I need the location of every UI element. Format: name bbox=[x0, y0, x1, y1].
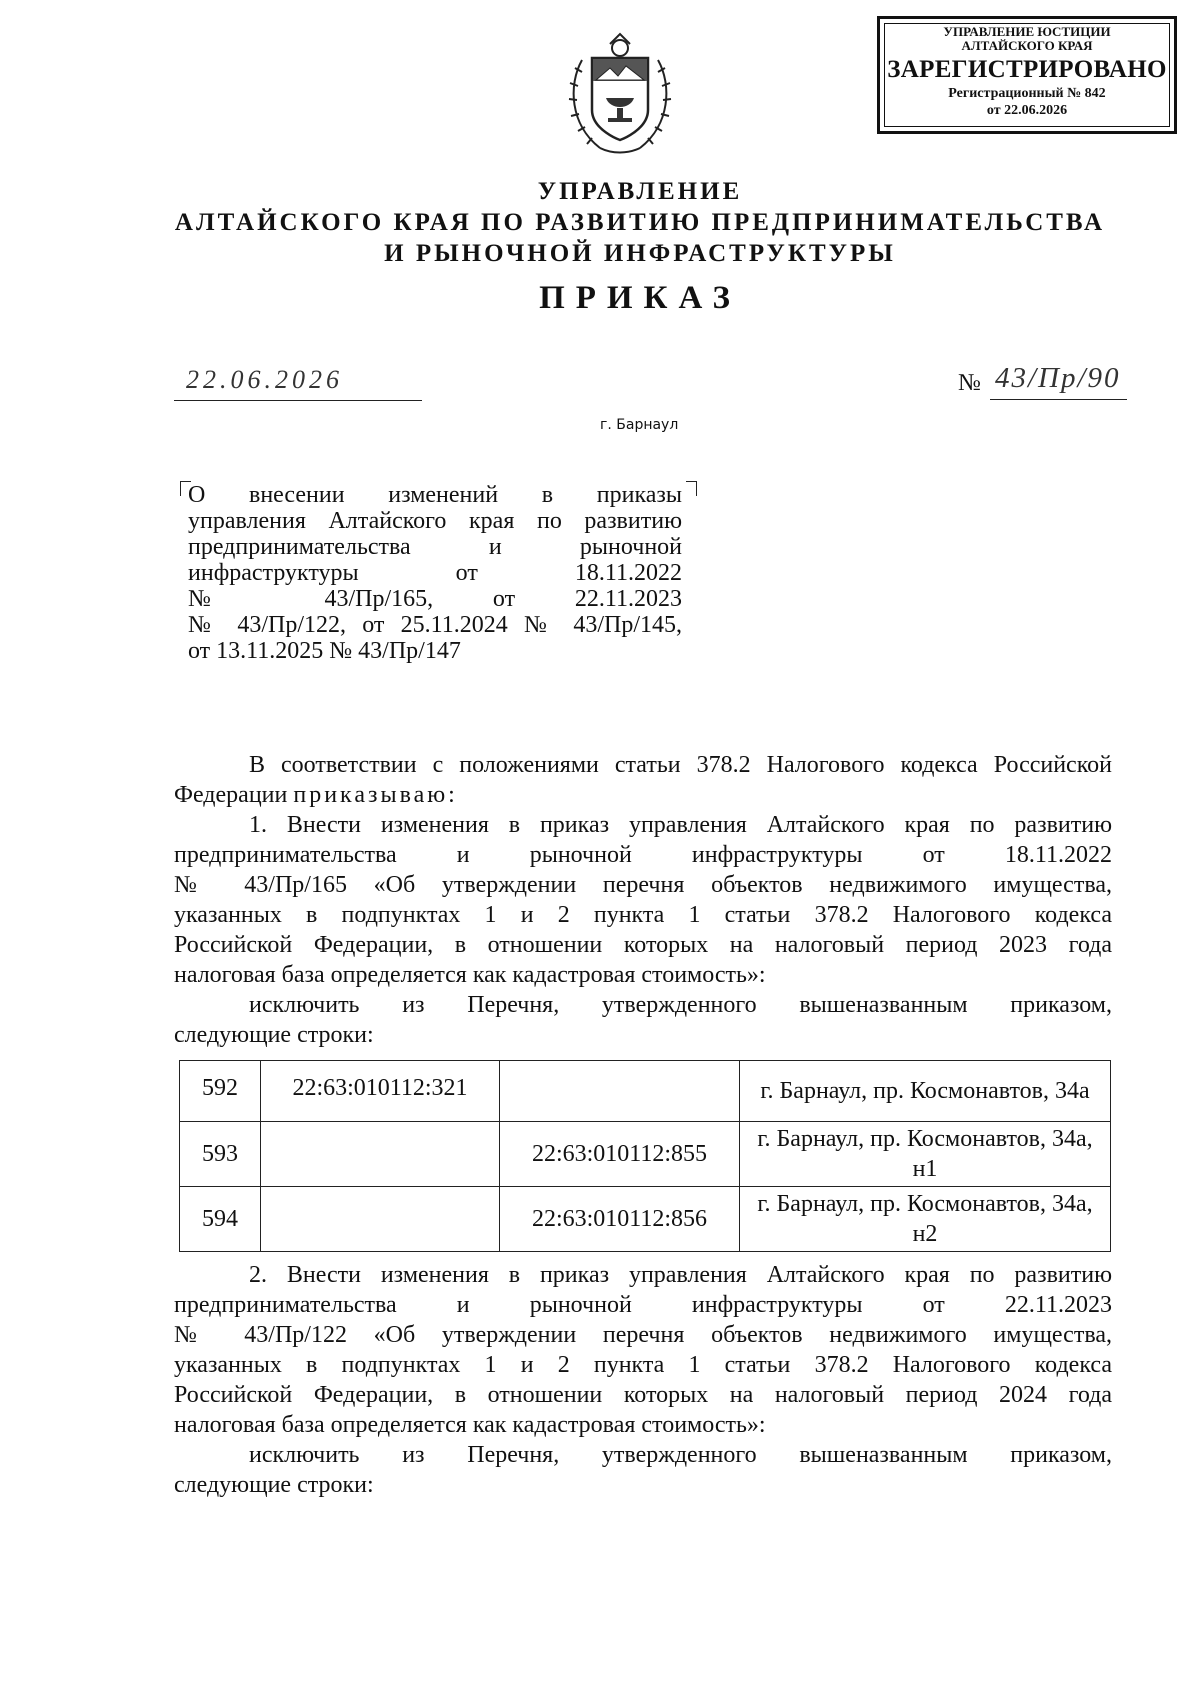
subject-line: № 43/Пр/122, от 25.11.2024 № 43/Пр/145, bbox=[188, 612, 682, 638]
item1-line: указанных в подпунктах 1 и 2 пункта 1 статьи 378.2 Налогового кодекса bbox=[174, 902, 1112, 928]
subject-line: управления Алтайского края по развитию bbox=[188, 508, 682, 534]
stamp-org-line2: АЛТАЙСКОГО КРАЯ bbox=[961, 38, 1093, 53]
subject-line: от 13.11.2025 № 43/Пр/147 bbox=[188, 638, 461, 664]
body-intro-line: В соответствии с положениями статьи 378.2 Налогового кодекса Российской bbox=[249, 752, 1112, 778]
org-heading-line3: И РЫНОЧНОЙ ИНФРАСТРУКТУРЫ bbox=[384, 240, 896, 267]
table-cell-address: г. Барнаул, пр. Космонавтов, 34а bbox=[740, 1061, 1111, 1122]
table-cell-num: 594 bbox=[180, 1187, 261, 1252]
table-cell-cad-building bbox=[261, 1122, 500, 1187]
table-cell-num: 592 bbox=[180, 1061, 261, 1122]
item2-line: Российской Федерации, в отношении которых на налоговый период 2024 года bbox=[174, 1382, 1112, 1408]
stamp-org-line1: УПРАВЛЕНИЕ ЮСТИЦИИ bbox=[943, 24, 1111, 39]
order-number: 43/Пр/90 bbox=[995, 362, 1121, 394]
item1-line: Российской Федерации, в отношении которых на налоговый период 2023 года bbox=[174, 932, 1112, 958]
exclude2-line: следующие строки: bbox=[174, 1472, 374, 1498]
body-intro-order-word: приказываю: bbox=[293, 782, 458, 808]
item2-line: предпринимательства и рыночной инфраструктуры от 22.11.2023 bbox=[174, 1292, 1112, 1318]
altai-krai-coat-of-arms-icon bbox=[560, 30, 680, 158]
document-type-title: ПРИКАЗ bbox=[539, 280, 741, 316]
stamp-reg-date: от 22.06.2026 bbox=[986, 103, 1068, 118]
table-cell-cad-building: 22:63:010112:321 bbox=[261, 1061, 500, 1122]
item1-line: № 43/Пр/165 «Об утверждении перечня объектов недвижимого имущества, bbox=[174, 872, 1112, 898]
item1-line: предпринимательства и рыночной инфраструктуры от 18.11.2022 bbox=[174, 842, 1112, 868]
exclude1-line: исключить из Перечня, утвержденного вышеназванным приказом, bbox=[249, 992, 1112, 1018]
stamp-registered: ЗАРЕГИСТРИРОВАНО bbox=[887, 56, 1167, 83]
item1-line: налоговая база определяется как кадастровая стоимость»: bbox=[174, 962, 766, 988]
subject-line: № 43/Пр/165, от 22.11.2023 bbox=[188, 586, 682, 612]
table-cell-num: 593 bbox=[180, 1122, 261, 1187]
table-cell-cad-room: 22:63:010112:855 bbox=[500, 1122, 740, 1187]
table-row bbox=[180, 1061, 1111, 1122]
subject-line: инфраструктуры от 18.11.2022 bbox=[188, 560, 682, 586]
exclude1-line: следующие строки: bbox=[174, 1022, 374, 1048]
item2-line: указанных в подпунктах 1 и 2 пункта 1 статьи 378.2 Налогового кодекса bbox=[174, 1352, 1112, 1378]
registration-stamp bbox=[877, 16, 1177, 134]
subject-line: О внесении изменений в приказы bbox=[188, 482, 682, 508]
order-number-label: № bbox=[958, 370, 981, 396]
org-heading-line1: УПРАВЛЕНИЕ bbox=[537, 178, 743, 205]
table-cell-address: г. Барнаул, пр. Космонавтов, 34а, н2 bbox=[740, 1187, 1111, 1252]
table-cell-address: г. Барнаул, пр. Космонавтов, 34а, н1 bbox=[740, 1122, 1111, 1187]
stamp-reg-number: Регистрационный № 842 bbox=[948, 86, 1106, 101]
item2-line: налоговая база определяется как кадастровая стоимость»: bbox=[174, 1412, 766, 1438]
table-row bbox=[180, 1187, 1111, 1252]
table-cell-cad-room: 22:63:010112:856 bbox=[500, 1187, 740, 1252]
item1-line: 1. Внести изменения в приказ управления Алтайского края по развитию bbox=[249, 812, 1112, 838]
table-cell-cad-building bbox=[261, 1187, 500, 1252]
subject-corner-right bbox=[686, 481, 697, 496]
number-underline bbox=[990, 399, 1127, 400]
table-row bbox=[180, 1122, 1111, 1187]
item2-line: 2. Внести изменения в приказ управления Алтайского края по развитию bbox=[249, 1262, 1112, 1288]
excluded-rows-table bbox=[179, 1060, 1111, 1252]
body-intro-line bbox=[174, 780, 1112, 810]
subject-line: предпринимательства и рыночной bbox=[188, 534, 682, 560]
org-heading-line2: АЛТАЙСКОГО КРАЯ ПО РАЗВИТИЮ ПРЕДПРИНИМАТЕЛЬСТВА bbox=[174, 209, 1106, 236]
table-cell-cad-room bbox=[500, 1061, 740, 1122]
body-intro-federation: Федерации bbox=[174, 782, 288, 808]
order-city: г. Барнаул bbox=[600, 417, 679, 433]
date-underline bbox=[174, 400, 422, 401]
order-date: 22.06.2026 bbox=[186, 365, 343, 394]
item2-line: № 43/Пр/122 «Об утверждении перечня объектов недвижимого имущества, bbox=[174, 1322, 1112, 1348]
exclude2-line: исключить из Перечня, утвержденного вышеназванным приказом, bbox=[249, 1442, 1112, 1468]
